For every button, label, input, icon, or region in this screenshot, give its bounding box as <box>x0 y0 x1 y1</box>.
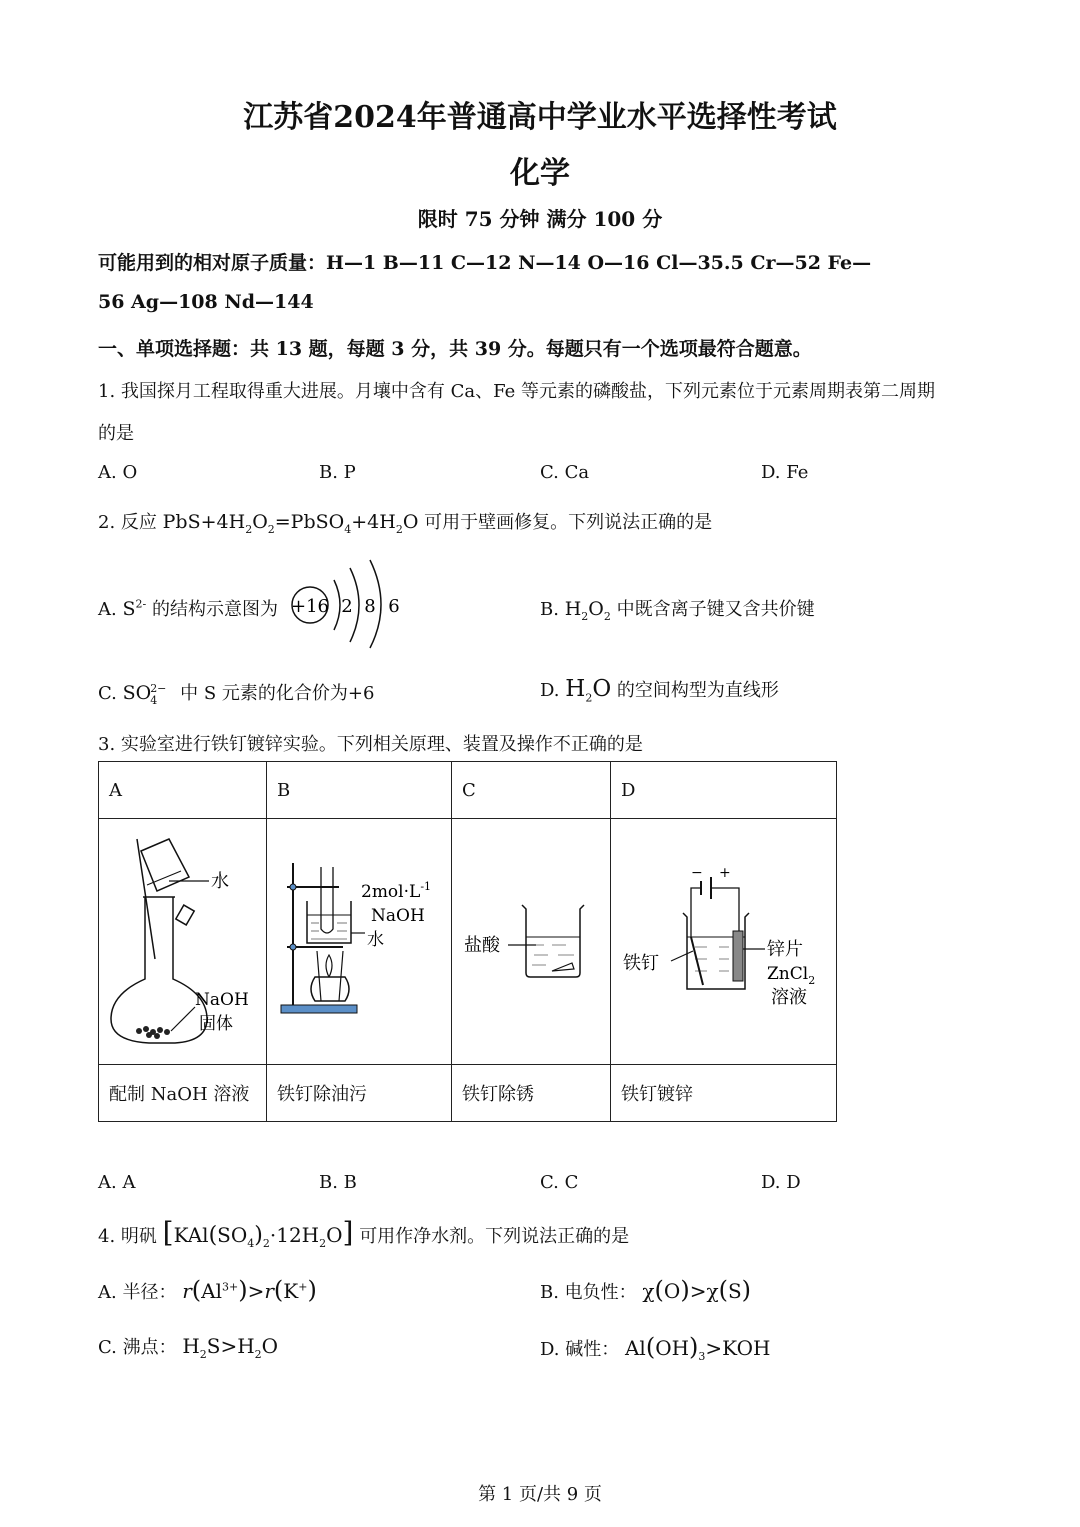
header-d: D <box>611 762 837 819</box>
label-solid: 固体 <box>199 1014 233 1034</box>
svg-text:+: + <box>719 865 731 881</box>
table-image-row <box>99 819 837 1065</box>
electronegativity-comparison: χ(O)>χ(S) <box>642 1276 752 1304</box>
q3-option-c: C. C <box>540 1172 579 1193</box>
pouring-beaker <box>141 839 189 891</box>
label-water: 水 <box>211 871 229 892</box>
svg-text:−: − <box>691 865 703 881</box>
header-a: A <box>99 762 267 819</box>
alum-formula: $[KAl(SO_4)_2\cdot 12H_2O]$ <box>162 1216 354 1250</box>
q2-option-b: B. $H_2O_2$ 中既含离子键又含共价键 <box>540 598 815 623</box>
q1-option-a: A. O <box>98 462 138 483</box>
stand-base <box>281 1005 357 1013</box>
q2-prefix: 2. 反应 <box>98 512 157 533</box>
flask-body <box>111 897 207 1043</box>
label-zncl2: ZnCl$_2$ <box>767 964 816 987</box>
q2-equation: $PbS+4H_2O_2=PbSO_4+4H_2O$ <box>162 511 419 536</box>
label-hydrochloric-acid: 盐酸 <box>464 935 500 956</box>
header-c: C <box>452 762 611 819</box>
exam-info: 限时 75 分钟 满分 100 分 <box>417 207 663 231</box>
flask-stopper <box>176 905 194 925</box>
q2-option-a: A. $S^{2-}$ 的结构示意图为 <box>98 597 278 620</box>
label-naoh: NaOH <box>195 990 249 1010</box>
water-bath-beaker <box>307 901 351 943</box>
q2-so4: $SO_4^{2-}$ <box>122 681 167 707</box>
flame <box>326 955 332 977</box>
heating-setup-diagram <box>267 819 451 1059</box>
iron-nail <box>552 963 574 971</box>
nail-electrode <box>691 937 703 985</box>
volumetric-flask-diagram <box>99 819 266 1059</box>
q3-option-a: A. A <box>98 1172 136 1193</box>
label-water-b: 水 <box>367 930 384 950</box>
q3-stem: 3. 实验室进行铁钉镀锌实验。下列相关原理、装置及操作不正确的是 <box>98 734 643 755</box>
q2-h2o2: $H_2O_2$ <box>564 598 611 623</box>
atomic-mass-line-1: 可能用到的相对原子质量：H—1 B—11 C—12 N—14 O—16 Cl—35.5 Cr—52 Fe— <box>98 252 872 274</box>
q4-option-c: C. 沸点： $H_2S>H_2O$ <box>98 1334 279 1361</box>
wire-pos <box>711 888 739 931</box>
acid-beaker <box>522 905 584 977</box>
naoh-leader-line <box>171 1007 195 1031</box>
section-heading: 一、单项选择题：共 13 题，每题 3 分，共 39 分。每题只有一个选项最符合题意。 <box>98 338 812 360</box>
label-solution: 溶液 <box>771 987 807 1008</box>
apparatus-b-cell <box>267 819 452 1065</box>
zinc-plate <box>733 931 743 981</box>
q3-option-b: B. B <box>319 1172 357 1193</box>
subject-title: 化学 <box>510 156 570 191</box>
water-hatching <box>311 923 347 939</box>
caption-a: 配制 NaOH 溶液 <box>99 1065 267 1122</box>
electroplating-diagram <box>611 819 836 1059</box>
label-iron-nail: 铁钉 <box>623 953 659 974</box>
basicity-comparison: $Al(OH)_3>KOH$ <box>624 1333 771 1363</box>
q2-option-c: C. $SO_4^{2-}$ 中 S 元素的化合价为+6 <box>98 681 375 707</box>
caption-d: 铁钉镀锌 <box>611 1065 837 1122</box>
apparatus-a-cell <box>99 819 267 1065</box>
naoh-solid-particles <box>136 1026 170 1039</box>
q1-option-b: B. P <box>319 462 356 483</box>
label-naoh-solution: NaOH <box>371 906 425 926</box>
q1-option-d: D. Fe <box>761 462 809 483</box>
radius-comparison: $r(Al^{3+})>r(K^+)$ <box>182 1276 317 1304</box>
sulfur-ion-structure-diagram <box>288 558 408 650</box>
caption-b: 铁钉除油污 <box>267 1065 452 1122</box>
q4-option-b: B. 电负性： χ(O)>χ(S) <box>540 1276 752 1304</box>
electrolyte-hatching <box>695 947 729 971</box>
q2-stem <box>98 508 712 536</box>
q2-option-d: D. $H_2O$ 的空间构型为直线形 <box>540 676 779 705</box>
acid-hatching <box>532 945 574 965</box>
apparatus-c-cell <box>452 819 611 1065</box>
page-footer: 第 1 页/共 9 页 <box>478 1484 602 1505</box>
q1-stem-line-1: 1. 我国探月工程取得重大进展。月壤中含有 Ca、Fe 等元素的磷酸盐，下列元素位于元素周期表第二周期 <box>98 381 935 402</box>
label-zinc-plate: 锌片 <box>767 939 803 960</box>
q1-option-c: C. Ca <box>540 462 590 483</box>
q4-stem: 4. 明矾 $[KAl(SO_4)_2\cdot 12H_2O]$ 可用作净水剂。下列说法正确的是 <box>98 1216 630 1250</box>
caption-c: 铁钉除锈 <box>452 1065 611 1122</box>
q1-stem-line-2: 的是 <box>98 423 134 444</box>
shell-electrons-1: 2 <box>341 596 353 617</box>
shell-electrons-2: 8 <box>364 596 376 617</box>
label-concentration: $2mol\cdot L^{-1}$ <box>361 880 432 902</box>
glass-rod <box>137 839 155 959</box>
q2-suffix: 可用于壁画修复。下列说法正确的是 <box>424 512 713 533</box>
header-b: B <box>267 762 452 819</box>
exam-title: 江苏省2024年普通高中学业水平选择性考试 <box>243 100 837 135</box>
q2-s2-ion: $S^{2-}$ <box>122 597 147 620</box>
shell-electrons-3: 6 <box>388 596 400 617</box>
acid-beaker-diagram <box>452 819 610 1059</box>
alcohol-lamp <box>311 977 349 1001</box>
experiment-table <box>98 761 837 1122</box>
boiling-point-comparison: $H_2S>H_2O$ <box>182 1334 279 1361</box>
table-header-row <box>99 762 837 819</box>
shell-arc-1 <box>334 580 340 630</box>
test-tube <box>321 867 333 933</box>
q4-option-a: A. 半径： $r(Al^{3+})>r(K^+)$ <box>98 1276 317 1304</box>
q4-option-d: D. 碱性： $Al(OH)_3>KOH$ <box>540 1333 771 1363</box>
q2-h2o: $H_2O$ <box>565 676 612 705</box>
wire-neg <box>691 888 701 937</box>
atomic-mass-line-2: 56 Ag—108 Nd—144 <box>98 291 314 313</box>
table-caption-row <box>99 1065 837 1122</box>
q3-option-d: D. D <box>761 1172 801 1193</box>
apparatus-d-cell <box>611 819 837 1065</box>
nucleus-charge: +16 <box>291 596 329 617</box>
